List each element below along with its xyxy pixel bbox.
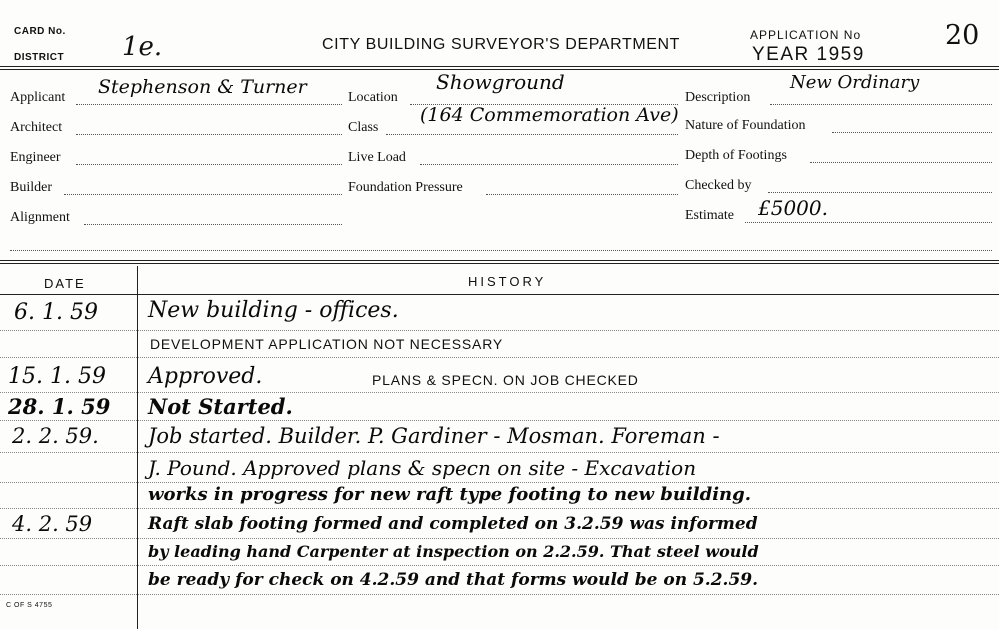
history-rule [0,508,999,509]
checked-dots [768,192,992,193]
foundation-pressure-label: Foundation Pressure [348,180,463,195]
architect-dots [76,134,342,135]
history-rule [0,330,999,331]
application-no-value: 20 [945,20,980,51]
history-stamp: PLANS & SPECN. ON JOB CHECKED [372,372,639,388]
live-load-dots [420,164,678,165]
alignment-label: Alignment [10,210,70,225]
description-value: New Ordinary [790,72,920,93]
description-label: Description [685,90,751,105]
applicant-value: Stephenson & Turner [98,76,307,98]
year-label: YEAR 1959 [752,44,865,65]
history-top-divider [0,260,999,264]
history-date: 15. 1. 59 [8,364,106,389]
alignment-dots [84,224,342,225]
application-no-label: APPLICATION No [750,28,862,42]
history-stamp: DEVELOPMENT APPLICATION NOT NECESSARY [150,336,503,352]
district-value: 1e. [122,32,163,62]
applicant-dots [76,104,342,105]
history-rule [0,594,999,595]
location-label: Location [348,90,398,105]
description-dots [770,104,992,105]
estimate-label: Estimate [685,208,734,223]
history-text: New building - offices. [148,298,399,323]
history-rule [0,357,999,358]
card-no-label: CARD No. [14,26,66,37]
history-date: 28. 1. 59 [8,394,111,419]
class-value: (164 Commemoration Ave) [420,104,679,126]
engineer-label: Engineer [10,150,61,165]
nature-of-foundation-label: Nature of Foundation [685,118,806,133]
builder-label: Builder [10,180,52,195]
history-rule [0,392,999,393]
date-column-header: DATE [44,276,86,291]
history-text: by leading hand Carpenter at inspection on 2.2.59. That steel would [148,542,759,561]
engineer-dots [76,164,342,165]
foundation-pressure-dots [486,194,678,195]
history-rule [0,452,999,453]
builder-dots [64,194,342,195]
depth-of-footings-label: Depth of Footings [685,148,787,163]
department-title: CITY BUILDING SURVEYOR'S DEPARTMENT [322,36,681,53]
history-column-header: HISTORY [468,274,547,289]
history-rule [0,565,999,566]
form-bottom-dots [10,250,992,251]
history-text: Not Started. [148,394,293,419]
live-load-label: Live Load [348,150,406,165]
estimate-dots [745,222,992,223]
history-text: Approved. [148,364,263,389]
history-date: 4. 2. 59 [12,512,93,536]
history-rule [0,538,999,539]
form-code: C OF S 4755 [6,602,53,609]
history-header-divider [0,294,999,295]
district-label: DISTRICT [14,52,65,63]
history-date: 6. 1. 59 [14,300,98,325]
nature-dots [832,132,992,133]
history-text: be ready for check on 4.2.59 and that forms would be on 5.2.59. [148,570,759,590]
history-rule [0,482,999,483]
history-date: 2. 2. 59. [12,424,99,448]
checked-by-label: Checked by [685,178,752,193]
applicant-label: Applicant [10,90,66,105]
date-column-divider [137,266,138,629]
estimate-value: £5000. [758,196,828,220]
history-text: Raft slab footing formed and completed on 3.2.59 was informed [148,514,758,534]
history-text: J. Pound. Approved plans & specn on site - Excavation [148,456,697,480]
history-text: works in progress for new raft type footing to new building. [148,484,751,505]
history-rule [0,420,999,421]
depth-dots [810,162,992,163]
architect-label: Architect [10,120,63,135]
location-value: Showground [436,70,565,94]
class-dots [386,134,678,135]
class-label: Class [348,120,379,135]
history-text: Job started. Builder. P. Gardiner - Mosman. Foreman - [148,424,720,448]
